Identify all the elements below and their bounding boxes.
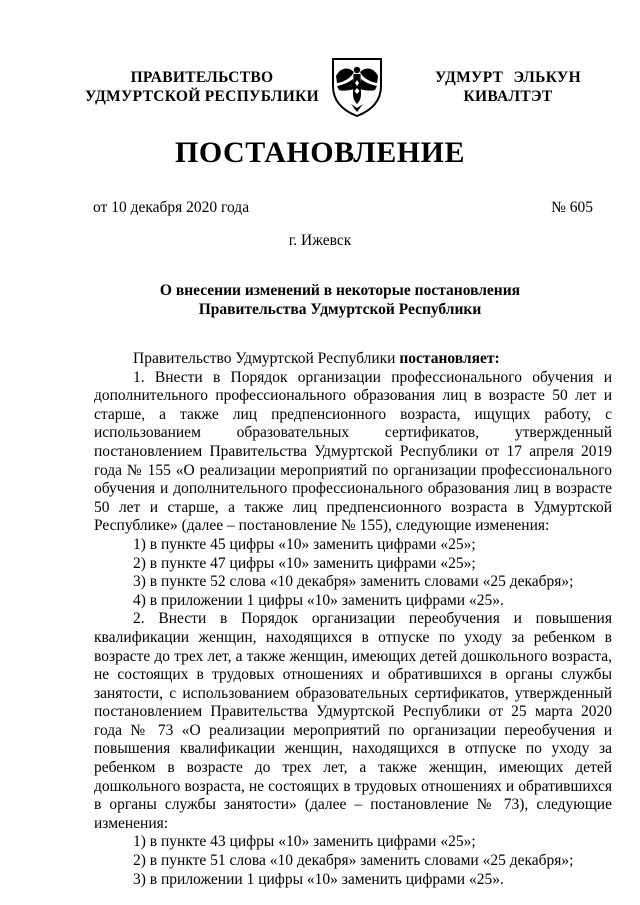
document-title: ПОСТАНОВЛЕНИЕ	[175, 136, 465, 169]
header-left-line1: ПРАВИТЕЛЬСТВО	[130, 69, 274, 86]
intro-resolves: постановляет:	[399, 350, 500, 367]
body-item-1: 1. Внести в Порядок организации профессионального обучения и дополнительного профессионального образования лиц в возрасте 50 лет и старше, а также лиц предпенсионного возраста, ищущих работу, с использованием образовательных сертификатов, утвержденный постановлением Правительства Удмуртской Республики от 17 апреля 2019 года № 155 «О реализации мероприятий по организации профессионального обучения и дополнительного профессионального образования лиц в возрасте 50 лет и старше, а также лиц предпенсионного возраста в Удмуртской Республике» (далее – постановление № 155), следующие изменения:	[94, 368, 612, 535]
subject-line2: Правительства Удмуртской Республики	[198, 301, 482, 318]
body-item-2-2: 2) в пункте 51 слова «10 декабря» заменить словами «25 декабря»;	[133, 852, 574, 870]
header-left-block	[72, 68, 332, 106]
document-body	[94, 350, 612, 889]
header-left-line2: УДМУРТСКОЙ РЕСПУБЛИКИ	[84, 88, 319, 105]
header-right-line2: КИВАЛТЭТ	[463, 88, 553, 105]
body-item-2-3: 3) в приложении 1 цифры «10» заменить цифрами «25».	[133, 870, 504, 888]
body-item-1-1: 1) в пункте 45 цифры «10» заменить цифрами «25»;	[133, 535, 476, 553]
body-item-1-2: 2) в пункте 47 цифры «10» заменить цифрами «25»;	[133, 554, 476, 572]
body-item-2: 2. Внести в Порядок организации переобучения и повышения квалификации женщин, находящихся в отпуске по уходу за ребенком в возрасте до трех лет, а также женщин, имеющих детей дошкольного возраста, не состоящих в трудовых отношениях и обратившихся в органы службы занятости, с использованием образовательных сертификатов, утвержденный постановлением Правительства Удмуртской Республики от 25 марта 2020 года № 73 «О реализации мероприятий по организации переобучения и повышения квалификации женщин, находящихся в отпуске по уходу за ребенком в возрасте до трех лет, а также женщин, имеющих детей дошкольного возраста, не состоящих в трудовых отношениях и обратившихся в органы службы занятости» (далее – постановление № 73), следующие изменения:	[94, 610, 612, 832]
header-right-block	[408, 68, 608, 106]
subject-line1: О внесении изменений в некоторые постановления	[159, 282, 521, 299]
header-right-line1: УДМУРТ ЭЛЬКУН	[435, 69, 581, 86]
coat-of-arms-udmurtia-icon	[330, 56, 384, 118]
body-item-1-3: 3) в пункте 52 слова «10 декабря» заменить словами «25 декабря»;	[133, 573, 574, 591]
intro-text: Правительство Удмуртской Республики	[133, 350, 400, 367]
body-intro	[94, 350, 612, 369]
body-item-1-4: 4) в приложении 1 цифры «10» заменить цифрами «25».	[133, 591, 504, 609]
document-number: № 605	[551, 199, 593, 216]
document-city: г. Ижевск	[288, 232, 352, 249]
document-date: от 10 декабря 2020 года	[93, 199, 250, 216]
body-item-2-1: 1) в пункте 43 цифры «10» заменить цифрами «25»;	[133, 833, 476, 851]
document-subject	[80, 281, 600, 319]
emblem-graphic	[330, 56, 384, 118]
